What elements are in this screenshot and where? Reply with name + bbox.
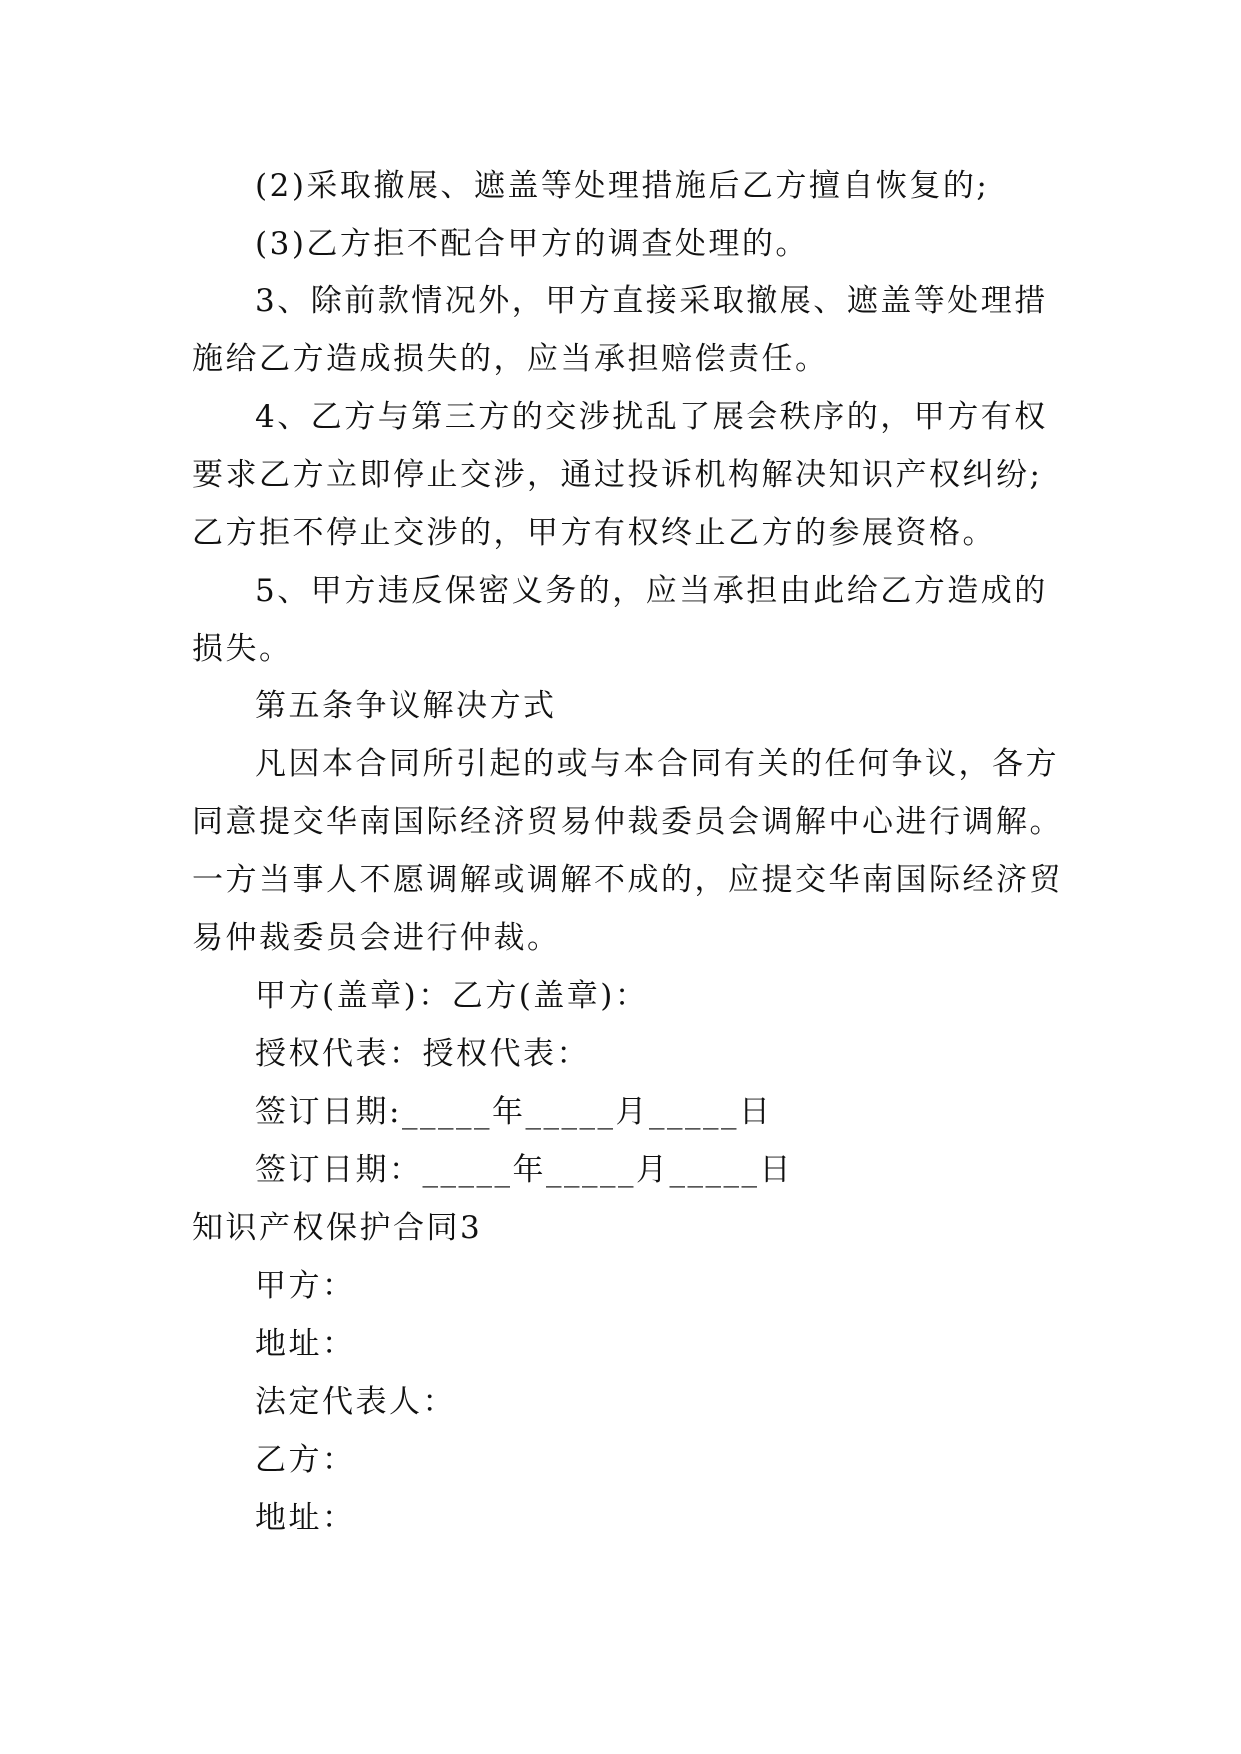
representative-line: 授权代表：授权代表：: [255, 1036, 590, 1072]
dispute-paragraph-line-3: 一方当事人不愿调解或调解不成的，应提交华南国际经济贸: [192, 862, 1063, 898]
party-a-address-label: 地址：: [255, 1326, 356, 1362]
dispute-paragraph-line-1: 凡因本合同所引起的或与本合同有关的任何争议，各方: [255, 746, 1059, 782]
dispute-paragraph-line-2: 同意提交华南国际经济贸易仲裁委员会调解中心进行调解。: [192, 804, 1063, 840]
clause-item-3: (3)乙方拒不配合甲方的调查处理的。: [255, 226, 809, 262]
dispute-paragraph-line-4: 易仲裁委员会进行仲裁。: [192, 920, 561, 956]
paragraph-4-line-3: 乙方拒不停止交涉的，甲方有权终止乙方的参展资格。: [192, 515, 996, 551]
clause-item-2: (2)采取撤展、遮盖等处理措施后乙方擅自恢复的;: [255, 168, 990, 204]
party-a-label: 甲方：: [255, 1268, 356, 1304]
legal-representative-label: 法定代表人：: [255, 1384, 456, 1420]
paragraph-4-line-2: 要求乙方立即停止交涉，通过投诉机构解决知识产权纠纷;: [192, 457, 1043, 493]
paragraph-5-line-2: 损失。: [192, 631, 293, 667]
contract-3-title: 知识产权保护合同3: [192, 1210, 483, 1246]
signing-date-line-2: 签订日期：_____年_____月_____日: [255, 1152, 793, 1188]
party-b-address-label: 地址：: [255, 1500, 356, 1536]
paragraph-4-line-1: 4、乙方与第三方的交涉扰乱了展会秩序的，甲方有权: [255, 399, 1048, 435]
signing-date-line-1: 签订日期:_____年_____月_____日: [255, 1094, 773, 1130]
article-5-heading: 第五条争议解决方式: [255, 688, 557, 724]
paragraph-3-line-1: 3、除前款情况外，甲方直接采取撤展、遮盖等处理措: [255, 283, 1048, 319]
paragraph-3-line-2: 施给乙方造成损失的，应当承担赔偿责任。: [192, 341, 829, 377]
party-b-label: 乙方：: [255, 1442, 356, 1478]
seal-line: 甲方(盖章)：乙方(盖章)：: [255, 978, 649, 1014]
paragraph-5-line-1: 5、甲方违反保密义务的，应当承担由此给乙方造成的: [255, 573, 1048, 609]
